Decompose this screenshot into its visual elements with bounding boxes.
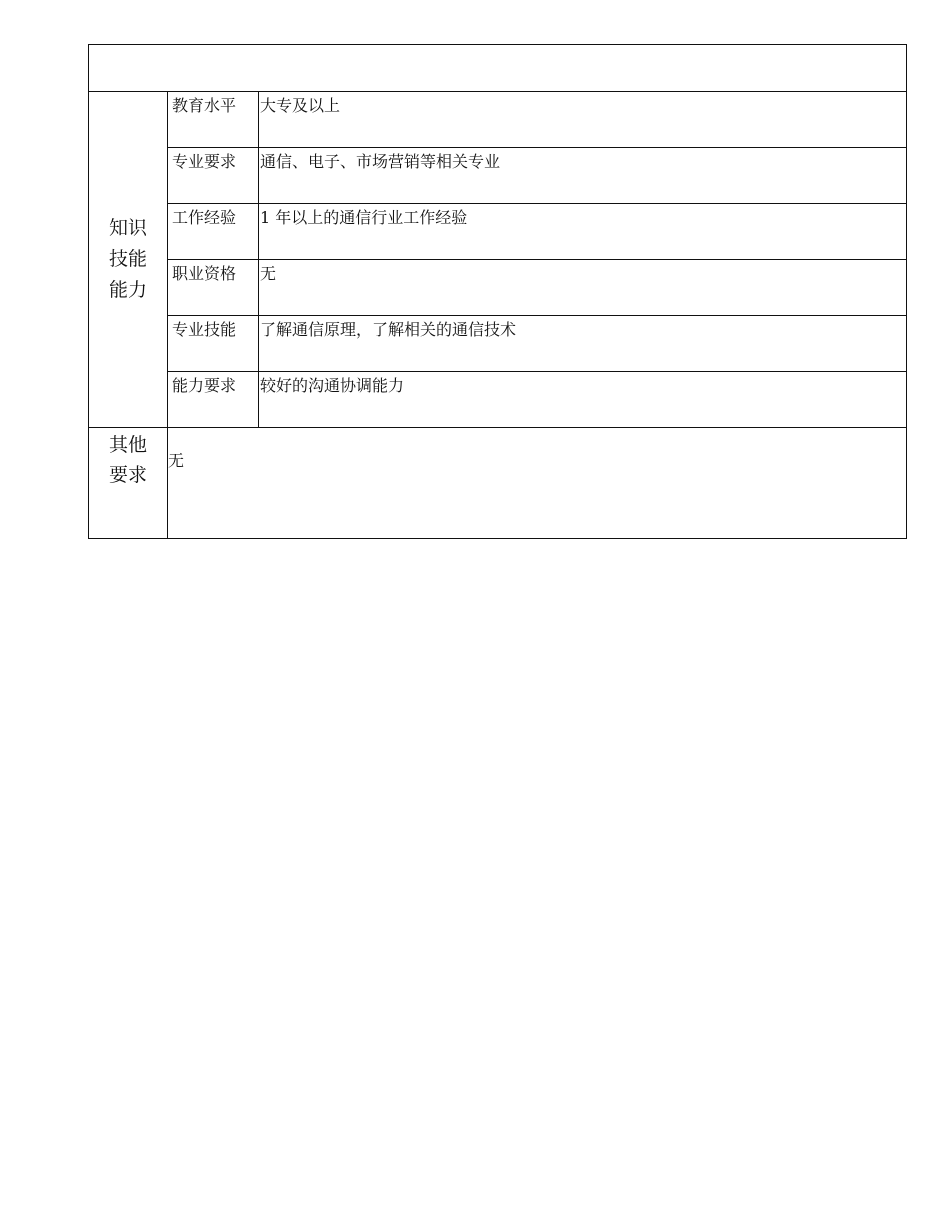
- row-value-ability: 较好的沟通协调能力: [259, 372, 907, 428]
- table-row: [89, 428, 907, 539]
- job-requirements-table: [88, 44, 907, 539]
- table-header-row: [89, 45, 907, 92]
- row-label-ability: 能力要求: [168, 372, 259, 428]
- row-label-major: 专业要求: [168, 148, 259, 204]
- row-value-qualification: 无: [259, 260, 907, 316]
- row-label-skills: 专业技能: [168, 316, 259, 372]
- table-row: [89, 316, 907, 372]
- other-category-cell: [89, 428, 168, 539]
- table-row: [89, 260, 907, 316]
- row-label-experience: 工作经验: [168, 204, 259, 260]
- other-category-label: 其他要求: [108, 434, 147, 486]
- table-row: [89, 92, 907, 148]
- knowledge-category-label: 知识技能能力: [108, 217, 147, 301]
- table-row: [89, 204, 907, 260]
- table-row: [89, 148, 907, 204]
- knowledge-category-cell: [89, 92, 168, 428]
- row-label-qualification: 职业资格: [168, 260, 259, 316]
- row-label-education: 教育水平: [168, 92, 259, 148]
- row-value-experience: 1 年以上的通信行业工作经验: [259, 204, 907, 260]
- table-row: [89, 372, 907, 428]
- other-requirements-value: 无: [168, 428, 907, 539]
- row-value-major: 通信、电子、市场营销等相关专业: [259, 148, 907, 204]
- row-value-skills: 了解通信原理，了解相关的通信技术: [259, 316, 907, 372]
- header-cell: [89, 45, 907, 92]
- row-value-education: 大专及以上: [259, 92, 907, 148]
